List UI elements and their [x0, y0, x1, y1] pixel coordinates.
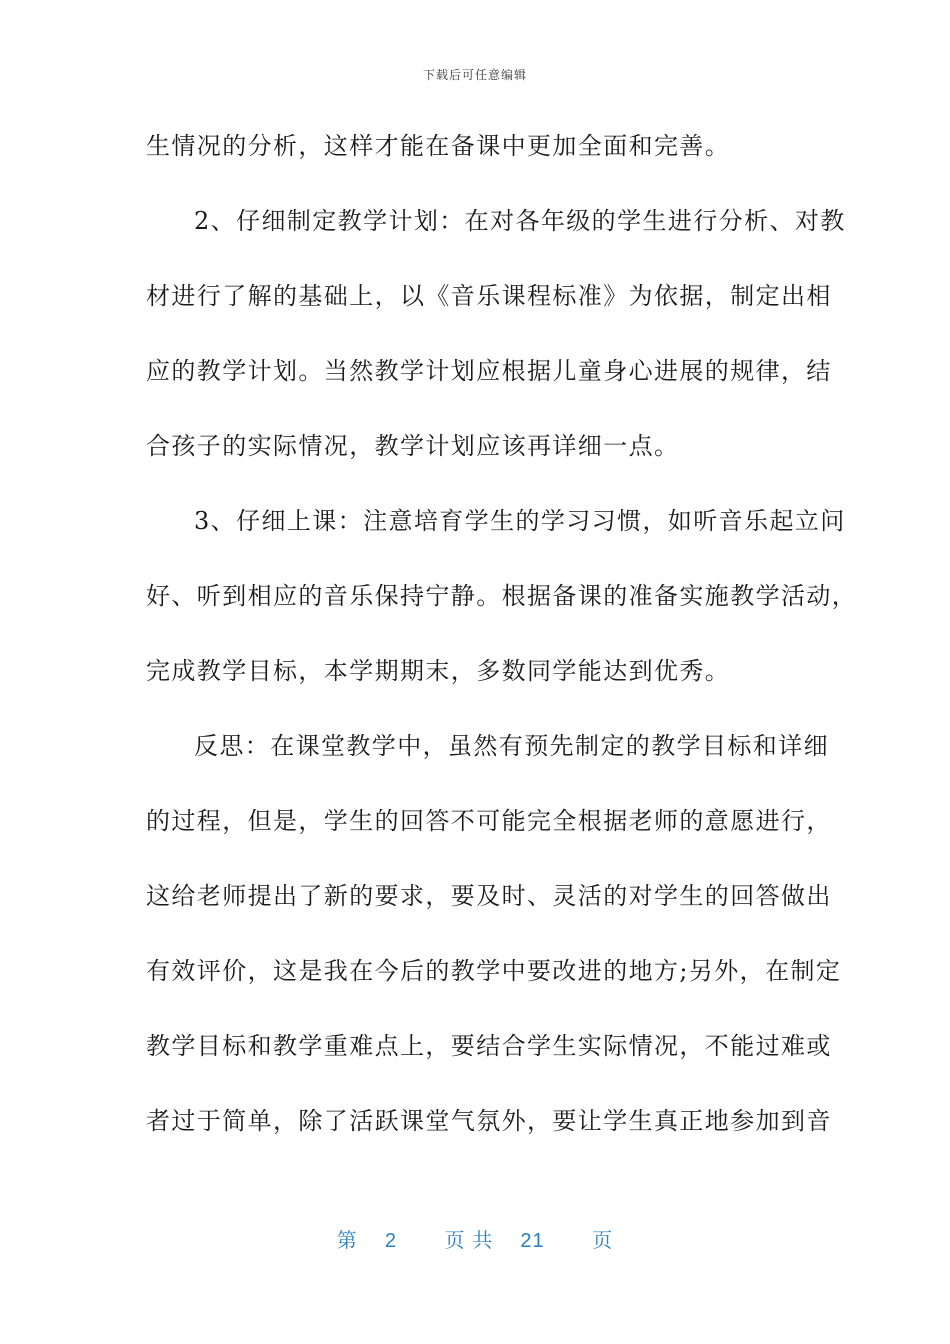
- text-line: 好、听到相应的音乐保持宁静。根据备课的准备实施教学活动，: [146, 582, 858, 610]
- text-line: 完成教学目标，本学期期末，多数同学能达到优秀。: [146, 657, 731, 685]
- total-pages-number: 21: [520, 1230, 545, 1252]
- text-line: 应的教学计划。当然教学计划应根据儿童身心进展的规律，结: [146, 357, 832, 385]
- paragraph-start-line: 反思：在课堂教学中，虽然有预先制定的教学目标和详细: [194, 732, 829, 760]
- text-line: 教学目标和教学重难点上，要结合学生实际情况，不能过难或: [146, 1032, 832, 1060]
- document-body: [146, 120, 858, 1170]
- text-line: 合孩子的实际情况，教学计划应该再详细一点。: [146, 432, 680, 460]
- page-header: 下载后可任意编辑: [422, 68, 527, 82]
- paragraph-start-line: 2、仔细制定教学计划：在对各年级的学生进行分析、对教: [194, 207, 846, 235]
- paragraph-start-line: 3、仔细上课：注意培育学生的学习习惯，如听音乐起立问: [194, 507, 846, 535]
- text-line: 材进行了解的基础上，以《音乐课程标准》为依据，制定出相: [146, 282, 832, 310]
- footer-middle: 页 共: [444, 1230, 494, 1252]
- page-footer: [0, 1224, 950, 1253]
- footer-suffix: 页: [592, 1230, 614, 1252]
- footer-prefix: 第: [336, 1230, 358, 1252]
- text-line: 生情况的分析，这样才能在备课中更加全面和完善。: [146, 132, 731, 160]
- current-page-number: 2: [384, 1230, 397, 1252]
- text-line: 的过程，但是，学生的回答不可能完全根据老师的意愿进行，: [146, 807, 832, 835]
- text-line: 有效评价，这是我在今后的教学中要改进的地方;另外，在制定: [146, 957, 842, 985]
- text-line: 这给老师提出了新的要求，要及时、灵活的对学生的回答做出: [146, 882, 832, 910]
- text-line: 者过于简单，除了活跃课堂气氛外，要让学生真正地参加到音: [146, 1107, 832, 1135]
